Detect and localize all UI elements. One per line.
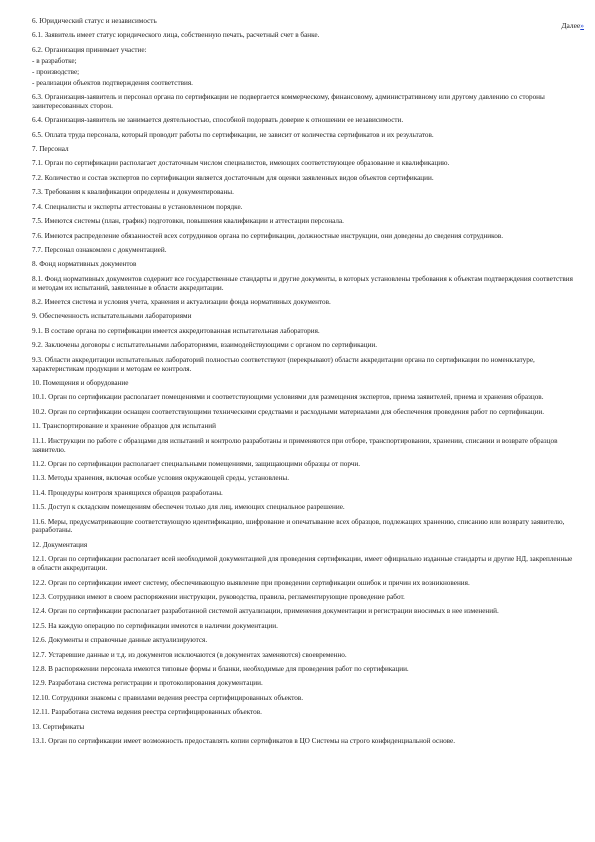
document-paragraph: 12.11. Разработана система ведения реестра сертифицированных объектов. <box>32 708 262 717</box>
document-paragraph: 7.1. Орган по сертификации располагает достаточным числом специалистов, имеющих соответствующее образование и квалификацию. <box>32 159 450 168</box>
document-paragraph: 6.4. Организация-заявитель не занимается деятельностью, способной подорвать доверие к отношении ее независимости. <box>32 116 404 125</box>
document-paragraph: 7.5. Имеются системы (план, график) подготовки, повышения квалификации и аттестации персонала. <box>32 217 344 226</box>
document-paragraph: 11.3. Методы хранения, включая особые условия окружающей среды, установлены. <box>32 474 290 483</box>
document-paragraph: 7.6. Имеются распределение обязанностей всех сотрудников органа по сертификации, должностные инструкции, они доведены до сведения сотрудников. <box>32 231 504 240</box>
document-paragraph: 11.5. Доступ к складским помещениям обеспечен только для лиц, имеющих специальное разрешение. <box>32 503 345 512</box>
document-paragraph: 8. Фонд нормативных документов <box>32 260 137 269</box>
document-paragraph: 12.2. Орган по сертификации имеет систему, обеспечивающую выявление при проведении сертификации ошибок и причин их возникновения. <box>32 578 470 587</box>
document-paragraph: 6.5. Оплата труда персонала, который проводит работы по сертификации, не зависит от количества сертификатов и их результатов. <box>32 130 434 139</box>
document-paragraph: 11.2. Орган по сертификации располагает специальными помещениями, защищающими образцы от порчи. <box>32 459 361 468</box>
document-paragraph: 9. Обеспеченность испытательными лабораториями <box>32 312 192 321</box>
document-paragraph: 12.7. Устаревшие данные и т.д. из документов исключаются (в документах заменяются) своевременно. <box>32 650 347 659</box>
document-paragraph: 8.1. Фонд нормативных документов содержит все государственные стандарты и другие документы, в которых установлены требования к объектам подтверждения соответствия и методам их испытаний, заявленные в области аккредитации. <box>32 274 573 292</box>
document-paragraph: 12.9. Разработана система регистрации и протоколирования документации. <box>32 679 263 688</box>
document-paragraph: 11.6. Меры, предусматривающие соответствующую идентификацию, шифрование и опечатывание всех образцов, подлежащих хранению, списанию или возврату заявителю, разработаны. <box>32 517 565 535</box>
document-paragraph: - производстве; <box>32 67 80 76</box>
document-paragraph: 12.5. На каждую операцию по сертификации имеются в наличии документации. <box>32 621 278 630</box>
document-paragraph: 6.2. Организация принимает участие: <box>32 45 147 54</box>
document-paragraph: 12.8. В распоряжении персонала имеются типовые формы и бланки, необходимые для проведения работ по сертификации. <box>32 665 409 673</box>
document-paragraph: 7.3. Требования к квалификации определены и документированы. <box>32 188 234 197</box>
document-paragraph: - реализации объектов подтверждения соответствия. <box>32 78 193 87</box>
document-paragraph: 9.3. Области аккредитации испытательных лабораторий полностью соответствуют (перекрывают) области аккредитации органа по сертификации по номенклатуре, характеристикам продукции и методам ее контроля. <box>32 355 535 373</box>
document-paragraph: 6.3. Организация-заявитель и персонал органа по сертификации не подвергается коммерческому, финансовому, административному или другому давлению со стороны заинтересованных сторон. <box>32 92 545 110</box>
document-paragraph: - в разработке; <box>32 56 77 65</box>
document-paragraph: 13.1. Орган по сертификации имеет возможность предоставлять копии сертификатов в ЦО Системы на строго конфиденциальной основе. <box>32 737 456 746</box>
next-page-link[interactable]: » <box>580 21 584 30</box>
document-paragraph: 12.3. Сотрудники имеют в своем распоряжении инструкции, руководства, правила, регламентирующие проведение работ. <box>32 592 405 601</box>
document-paragraph: 9.1. В составе органа по сертификации имеется аккредитованная испытательная лаборатория. <box>32 326 320 335</box>
document-paragraph: 7. Персонал <box>32 145 69 154</box>
document-paragraph: 12.10. Сотрудники знакомы с правилами ведения реестра сертифицированных объектов. <box>32 693 304 702</box>
next-page-label: Далее <box>561 21 581 30</box>
document-paragraph: 10.1. Орган по сертификации располагает помещениями и соответствующими условиями для размещения экспертов, приема заявителей, приема и хранения образцов. <box>32 393 544 402</box>
document-paragraph: 12.6. Документы и справочные данные актуализируются. <box>32 636 208 645</box>
document-paragraph: 11.4. Процедуры контроля хранящихся образцов разработаны. <box>32 488 223 497</box>
document-paragraph: 9.2. Заключены договоры с испытательными лабораториями, взаимодействующими с органом по сертификации. <box>32 341 378 350</box>
document-paragraph: 6. Юридический статус и независимость <box>32 17 157 25</box>
document-paragraph: 7.4. Специалисты и эксперты аттестованы в установленном порядке. <box>32 202 243 211</box>
document-paragraph: 7.7. Персонал ознакомлен с документацией. <box>32 245 167 254</box>
document-paragraph: 7.2. Количество и состав экспертов по сертификации является достаточным для оценки заявленных видов объектов сертификации. <box>32 173 434 182</box>
document-paragraph: 6.1. Заявитель имеет статус юридического лица, собственную печать, расчетный счет в банке. <box>32 31 320 40</box>
document-paragraph: 11. Транспортирование и хранение образцов для испытаний <box>32 422 216 431</box>
document-paragraph: 12.4. Орган по сертификации располагает разработанной системой актуализации, применения документации и регистрации вносимых в нее изменений. <box>32 607 499 616</box>
document-paragraph: 8.2. Имеется система и условия учета, хранения и актуализации фонда нормативных документов. <box>32 298 331 307</box>
document-paragraph: 10. Помещения и оборудование <box>32 378 129 387</box>
document-paragraph: 12. Документация <box>32 540 88 549</box>
document-paragraph: 13. Сертификаты <box>32 722 85 731</box>
document-body <box>32 17 577 751</box>
document-paragraph: 12.1. Орган по сертификации располагает всей необходимой документацией для проведения сертификации, имеет официально изданные стандарты и другие НД, закрепленные в области аккредитации. <box>32 555 573 573</box>
document-paragraph: 10.2. Орган по сертификации оснащен соответствующими техническими средствами и расходными материалами для обеспечения проведения работ по сертификации. <box>32 407 545 416</box>
document-paragraph: 11.1. Инструкции по работе с образцами для испытаний и контролю разработаны и применяются при отборе, транспортировании, хранении, списании и возврате образцов заявителю. <box>32 436 558 454</box>
